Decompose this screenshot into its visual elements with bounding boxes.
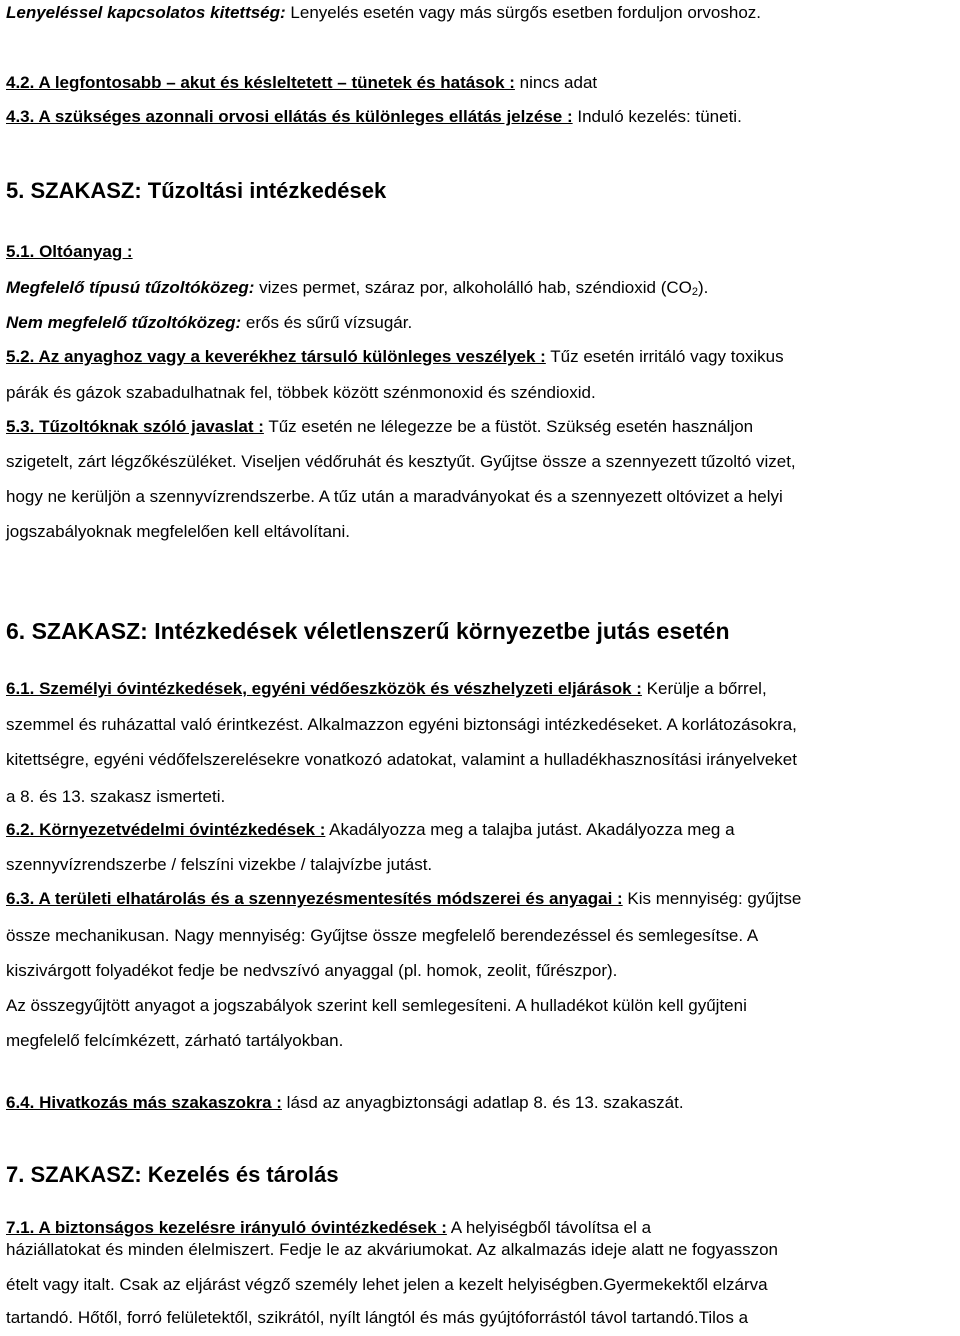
s53-line1 <box>6 417 753 437</box>
s4-exposure-text: Lenyelés esetén vagy más sürgős esetben forduljon orvoshoz. <box>285 3 762 22</box>
s64-text: lásd az anyagbiztonsági adatlap 8. és 13. szakaszát. <box>281 1093 684 1112</box>
s63-text1: Kis mennyiség: gyűjtse <box>622 889 802 908</box>
s61-line1 <box>6 679 767 699</box>
s42-label: 4.2. A legfontosabb – akut és késleltetett – tünetek és hatások : <box>6 73 515 92</box>
s71-line2: háziállatokat és minden élelmiszert. Fedje le az akváriumokat. Az alkalmazás ideje alatt ne fogyasszon <box>6 1240 778 1259</box>
s61-line4: a 8. és 13. szakasz ismerteti. <box>6 787 226 806</box>
s71-line1 <box>6 1218 651 1238</box>
s53-line4: jogszabályoknak megfelelően kell eltávolítani. <box>6 522 350 541</box>
s43-text: Induló kezelés: tüneti. <box>572 107 742 126</box>
unsuitable-media-label: Nem megfelelő tűzoltóközeg: <box>6 313 242 332</box>
s42-line <box>6 73 597 93</box>
s6-heading: 6. SZAKASZ: Intézkedések véletlenszerű környezetbe jutás esetén <box>6 618 730 644</box>
suitable-media-end: ). <box>698 278 709 297</box>
s4-exposure-line <box>6 3 761 23</box>
suitable-media-text: vizes permet, száraz por, alkoholálló hab, széndioxid (CO <box>254 278 692 297</box>
s63-line5: megfelelő felcímkézett, zárható tartályokban. <box>6 1031 344 1050</box>
s61-label: 6.1. Személyi óvintézkedések, egyéni védőeszközök és vészhelyzeti eljárások : <box>6 679 642 698</box>
s63-line3: kiszivárgott folyadékot fedje be nedvszívó anyaggal (pl. homok, zeolit, fűrészpor). <box>6 961 618 980</box>
s42-text: nincs adat <box>514 73 598 92</box>
s62-line2: szennyvízrendszerbe / felszíni vizekbe / talajvízbe jutást. <box>6 855 433 874</box>
s63-line1 <box>6 889 801 909</box>
s64-label: 6.4. Hivatkozás más szakaszokra : <box>6 1093 282 1112</box>
s71-text1: A helyiségből távolítsa el a <box>446 1218 652 1237</box>
s63-line2: össze mechanikusan. Nagy mennyiség: Gyűjtse össze megfelelő berendezéssel és semlegesítse. A <box>6 926 759 945</box>
s71-line3: ételt vagy italt. Csak az eljárást végző személy lehet jelen a kezelt helyiségben.Gyermekektől elzárva <box>6 1275 768 1294</box>
s61-line2: szemmel és ruházattal való érintkezést. Alkalmazzon egyéni biztonsági intézkedéseket. A korlátozásokra, <box>6 715 797 734</box>
s52-label: 5.2. Az anyaghoz vagy a keverékhez társuló különleges veszélyek : <box>6 347 546 366</box>
s5-heading: 5. SZAKASZ: Tűzoltási intézkedések <box>6 178 387 203</box>
s51-line <box>6 242 133 262</box>
s51-label: 5.1. Oltóanyag : <box>6 242 133 261</box>
s63-line4: Az összegyűjtött anyagot a jogszabályok szerint kell semlegesíteni. A hulladékot külön kell gyűjteni <box>6 996 747 1015</box>
s61-text1: Kerülje a bőrrel, <box>641 679 767 698</box>
s53-label: 5.3. Tűzoltóknak szóló javaslat : <box>6 417 264 436</box>
s51-suitable-line <box>6 278 708 302</box>
s53-text1: Tűz esetén ne lélegezze be a füstöt. Szükség esetén használjon <box>263 417 754 436</box>
s51-unsuitable-line <box>6 313 412 333</box>
s52-text1: Tűz esetén irritáló vagy toxikus <box>545 347 784 366</box>
s62-label: 6.2. Környezetvédelmi óvintézkedések : <box>6 820 326 839</box>
s64-line <box>6 1093 684 1113</box>
co2-subscript: 2 <box>691 286 698 298</box>
s7-heading: 7. SZAKASZ: Kezelés és tárolás <box>6 1162 339 1187</box>
s71-line4: tartandó. Hőtől, forró felületektől, szikrától, nyílt lángtól és más gyújtóforrástól távol tartandó.Tilos a <box>6 1308 749 1327</box>
s52-line1 <box>6 347 784 367</box>
s71-label: 7.1. A biztonságos kezelésre irányuló óvintézkedések : <box>6 1218 447 1237</box>
unsuitable-media-text: erős és sűrű vízsugár. <box>241 313 413 332</box>
s62-text1: Akadályozza meg a talajba jutást. Akadályozza meg a <box>325 820 735 839</box>
s53-line3: hogy ne kerüljön a szennyvízrendszerbe. A tűz után a maradványokat és a szennyezett oltóvizet a helyi <box>6 487 783 506</box>
s61-line3: kitettségre, egyéni védőfelszerelésekre vonatkozó adatokat, valamint a hulladékhasznosítási irányelveket <box>6 750 797 769</box>
s62-line1 <box>6 820 735 840</box>
s4-exposure-label: Lenyeléssel kapcsolatos kitettség: <box>6 3 286 22</box>
s53-line2: szigetelt, zárt légzőkészüléket. Viseljen védőruhát és kesztyűt. Gyűjtse össze a szennyezett tűzoltó vizet, <box>6 452 796 471</box>
s43-line <box>6 107 742 127</box>
s52-line2: párák és gázok szabadulhatnak fel, többek között szénmonoxid és széndioxid. <box>6 383 596 402</box>
s43-label: 4.3. A szükséges azonnali orvosi ellátás és különleges ellátás jelzése : <box>6 107 573 126</box>
suitable-media-label: Megfelelő típusú tűzoltóközeg: <box>6 278 255 297</box>
s63-label: 6.3. A területi elhatárolás és a szennyezésmentesítés módszerei és anyagai : <box>6 889 623 908</box>
